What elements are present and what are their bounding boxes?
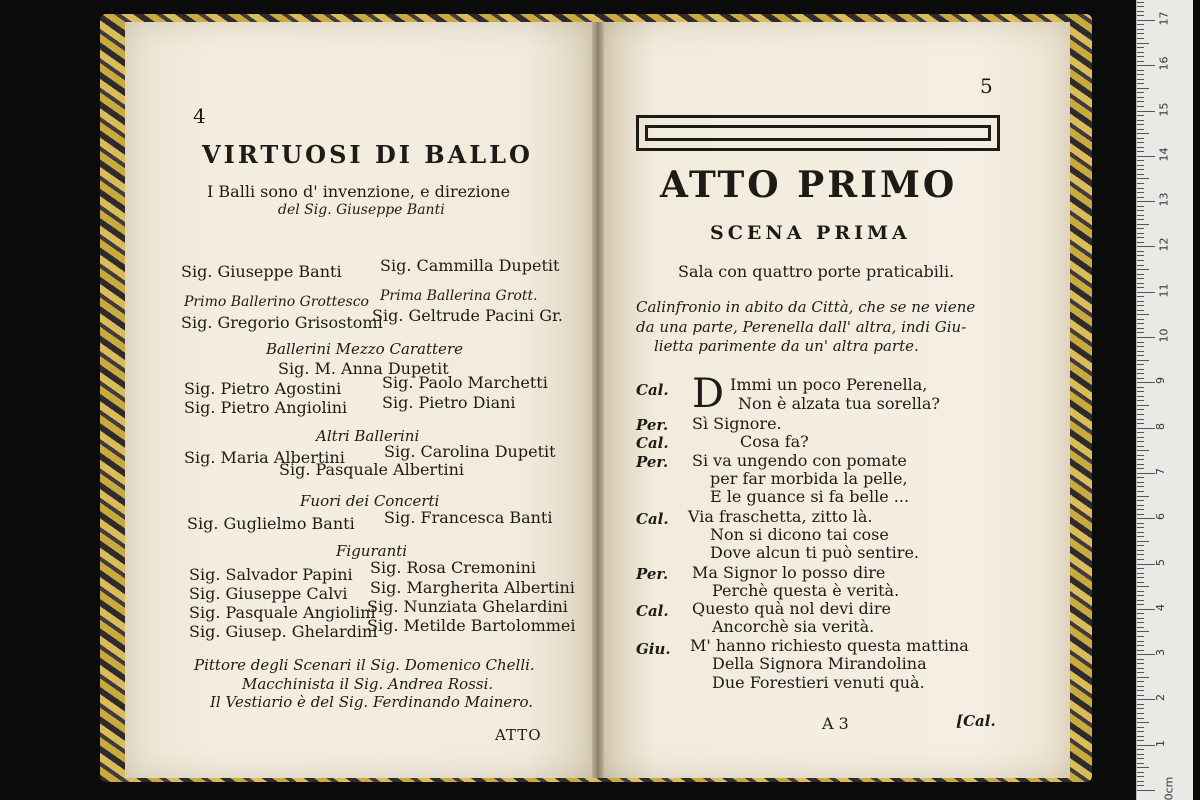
ruler-tick bbox=[1137, 151, 1144, 152]
ruler-tick bbox=[1137, 88, 1149, 89]
ruler-tick bbox=[1137, 305, 1144, 306]
role-row1-right: Prima Ballerina Grott. bbox=[380, 288, 538, 304]
ruler-tick bbox=[1137, 505, 1144, 506]
ruler-tick bbox=[1137, 455, 1144, 456]
ruler-tick bbox=[1137, 210, 1144, 211]
figuranti-row3-right: Sig. Nunziata Ghelardini bbox=[367, 597, 568, 616]
ruler-tick bbox=[1137, 265, 1144, 266]
ruler-label: 6 bbox=[1154, 513, 1167, 521]
ruler-label: 10 bbox=[1157, 328, 1171, 343]
ruler-tick bbox=[1137, 731, 1144, 732]
measuring-ruler bbox=[1136, 0, 1193, 800]
ruler-tick bbox=[1137, 260, 1144, 261]
ruler-tick bbox=[1137, 355, 1144, 356]
ruler-tick bbox=[1137, 690, 1144, 691]
ruler-tick bbox=[1137, 491, 1144, 492]
ruler-tick bbox=[1137, 409, 1144, 410]
ruler-tick bbox=[1137, 450, 1149, 451]
ruler-tick bbox=[1137, 704, 1144, 705]
cast-row2-left: Sig. Gregorio Grisostomi bbox=[181, 313, 383, 332]
ruler-label: 3 bbox=[1154, 649, 1167, 657]
speaker: Cal. bbox=[636, 510, 669, 528]
ruler-tick bbox=[1137, 206, 1144, 207]
ruler-tick bbox=[1137, 509, 1144, 510]
ruler-tick bbox=[1137, 659, 1144, 660]
ruler-tick bbox=[1137, 251, 1144, 252]
dialogue-line: per far morbida la pelle, bbox=[710, 469, 908, 488]
figuranti-row4-left: Sig. Giusep. Ghelardini bbox=[189, 622, 378, 641]
ruler-tick bbox=[1137, 228, 1144, 229]
mezzo-center: Sig. M. Anna Dupetit bbox=[278, 359, 449, 378]
ruler-tick bbox=[1137, 790, 1155, 791]
ruler-tick bbox=[1137, 97, 1144, 98]
dialogue-line: Perchè questa è verità. bbox=[712, 581, 900, 600]
ruler-tick bbox=[1137, 11, 1144, 12]
dialogue-line: Non è alzata tua sorella? bbox=[738, 394, 940, 413]
ruler-label: 0cm bbox=[1162, 776, 1176, 800]
ruler-tick bbox=[1137, 138, 1144, 139]
ruler-tick bbox=[1137, 29, 1144, 30]
speaker: Cal. bbox=[636, 602, 669, 620]
ruler-tick bbox=[1137, 124, 1144, 125]
ruler-tick bbox=[1137, 20, 1155, 21]
ruler-tick bbox=[1137, 79, 1144, 80]
speaker: Per. bbox=[636, 416, 669, 434]
ruler-label: 5 bbox=[1154, 558, 1167, 566]
figuranti-row1-right: Sig. Rosa Cremonini bbox=[370, 558, 537, 577]
ruler-tick bbox=[1137, 396, 1144, 397]
ruler-tick bbox=[1137, 201, 1155, 202]
ruler-tick bbox=[1137, 776, 1144, 777]
ruler-tick bbox=[1137, 342, 1144, 343]
ruler-tick bbox=[1137, 722, 1149, 723]
heading-fuori-dei-concerti: Fuori dei Concerti bbox=[300, 492, 440, 510]
dialogue-line: Si va ungendo con pomate bbox=[692, 451, 907, 470]
cast-row1-right: Sig. Cammilla Dupetit bbox=[380, 256, 560, 275]
ruler-tick bbox=[1137, 541, 1149, 542]
ruler-tick bbox=[1137, 573, 1144, 574]
ruler-tick bbox=[1137, 600, 1144, 601]
ruler-tick bbox=[1137, 178, 1149, 179]
dialogue-line: Due Forestieri venuti quà. bbox=[712, 673, 925, 692]
ruler-tick bbox=[1137, 369, 1144, 370]
ruler-tick bbox=[1137, 33, 1144, 34]
ruler-tick bbox=[1137, 314, 1149, 315]
ruler-tick bbox=[1137, 83, 1144, 84]
ruler-tick bbox=[1137, 391, 1144, 392]
ruler-tick bbox=[1137, 287, 1144, 288]
ruler-tick bbox=[1137, 514, 1144, 515]
ruler-tick bbox=[1137, 586, 1149, 587]
figuranti-row2-left: Sig. Giuseppe Calvi bbox=[189, 584, 348, 603]
speaker: Cal. bbox=[636, 434, 669, 452]
ruler-tick bbox=[1137, 473, 1155, 474]
dialogue-line: Via fraschetta, zitto là. bbox=[688, 507, 873, 526]
ruler-tick bbox=[1137, 622, 1144, 623]
fuori-left: Sig. Guglielmo Banti bbox=[187, 514, 355, 533]
book-gutter bbox=[592, 22, 604, 778]
ruler-tick bbox=[1137, 645, 1144, 646]
ruler-tick bbox=[1137, 486, 1144, 487]
ruler-tick bbox=[1137, 283, 1144, 284]
ruler-tick bbox=[1137, 2, 1144, 3]
right-catchword: [Cal. bbox=[956, 712, 996, 730]
ruler-tick bbox=[1137, 767, 1149, 768]
ruler-tick bbox=[1137, 192, 1144, 193]
ruler-tick bbox=[1137, 618, 1144, 619]
ruler-tick bbox=[1137, 378, 1144, 379]
ruler-tick bbox=[1137, 772, 1144, 773]
ruler-tick bbox=[1137, 147, 1144, 148]
ruler-tick bbox=[1137, 568, 1144, 569]
ruler-tick bbox=[1137, 745, 1155, 746]
speaker: Cal. bbox=[636, 381, 669, 399]
ruler-tick bbox=[1137, 296, 1144, 297]
ruler-tick bbox=[1137, 47, 1144, 48]
right-page-number: 5 bbox=[980, 74, 993, 98]
figuranti-row2-right: Sig. Margherita Albertini bbox=[370, 578, 575, 597]
intro-line-2: del Sig. Giuseppe Banti bbox=[278, 202, 445, 218]
ruler-tick bbox=[1137, 604, 1144, 605]
ruler-tick bbox=[1137, 387, 1144, 388]
heading-mezzo-carattere: Ballerini Mezzo Carattere bbox=[266, 340, 463, 358]
ruler-tick bbox=[1137, 577, 1144, 578]
dialogue-line: Non si dicono tai cose bbox=[710, 525, 889, 544]
ruler-tick bbox=[1137, 188, 1144, 189]
left-page-number: 4 bbox=[193, 104, 206, 128]
fuori-right: Sig. Francesca Banti bbox=[384, 508, 553, 527]
act-title: ATTO PRIMO bbox=[660, 164, 958, 206]
ruler-tick bbox=[1137, 532, 1144, 533]
ruler-tick bbox=[1137, 156, 1155, 157]
ruler-tick bbox=[1137, 740, 1144, 741]
ruler-tick bbox=[1137, 468, 1144, 469]
ruler-tick bbox=[1137, 24, 1144, 25]
speaker: Per. bbox=[636, 453, 669, 471]
credit-costumes: Il Vestiario è del Sig. Ferdinando Mainero. bbox=[210, 693, 533, 711]
ruler-tick bbox=[1137, 61, 1144, 62]
ruler-tick bbox=[1137, 754, 1144, 755]
ruler-tick bbox=[1137, 423, 1144, 424]
credit-machinist: Macchinista il Sig. Andrea Rossi. bbox=[242, 675, 494, 693]
left-catchword: ATTO bbox=[495, 726, 542, 744]
ruler-tick bbox=[1137, 38, 1144, 39]
ruler-tick bbox=[1137, 496, 1149, 497]
ruler-tick bbox=[1137, 65, 1155, 66]
ruler-tick bbox=[1137, 477, 1144, 478]
ruler-tick bbox=[1137, 545, 1144, 546]
ruler-tick bbox=[1137, 536, 1144, 537]
speaker: Giu. bbox=[636, 640, 671, 658]
scene-setting: Sala con quattro porte praticabili. bbox=[678, 262, 955, 281]
ruler-label: 12 bbox=[1157, 237, 1171, 252]
left-page-title: VIRTUOSI DI BALLO bbox=[202, 140, 533, 169]
ruler-label: 13 bbox=[1157, 192, 1171, 207]
ruler-tick bbox=[1137, 695, 1144, 696]
speaker: Per. bbox=[636, 565, 669, 583]
ruler-tick bbox=[1137, 636, 1144, 637]
dialogue-line: M' hanno richiesto questa mattina bbox=[690, 636, 969, 655]
ruler-tick bbox=[1137, 736, 1144, 737]
ruler-tick bbox=[1137, 165, 1144, 166]
dialogue-line: Sì Signore. bbox=[692, 414, 782, 433]
ornamental-border bbox=[636, 115, 1000, 151]
ruler-tick bbox=[1137, 428, 1155, 429]
drop-cap: D bbox=[692, 371, 725, 417]
ruler-tick bbox=[1137, 527, 1144, 528]
ruler-tick bbox=[1137, 708, 1144, 709]
ruler-tick bbox=[1137, 650, 1144, 651]
heading-altri-ballerini: Altri Ballerini bbox=[316, 427, 420, 445]
ruler-tick bbox=[1137, 627, 1144, 628]
dialogue-line: Questo quà nol devi dire bbox=[692, 599, 891, 618]
mezzo-row2-right: Sig. Pietro Diani bbox=[382, 393, 516, 412]
ruler-tick bbox=[1137, 713, 1144, 714]
ruler-tick bbox=[1137, 242, 1144, 243]
ruler-tick bbox=[1137, 441, 1144, 442]
ruler-tick bbox=[1137, 360, 1149, 361]
ruler-tick bbox=[1137, 323, 1144, 324]
ruler-tick bbox=[1137, 373, 1144, 374]
ruler-tick bbox=[1137, 405, 1149, 406]
ruler-tick bbox=[1137, 292, 1155, 293]
ruler-tick bbox=[1137, 631, 1149, 632]
dialogue-line: Della Signora Mirandolina bbox=[712, 654, 927, 673]
ruler-tick bbox=[1137, 111, 1155, 112]
signature-mark: A 3 bbox=[822, 714, 849, 733]
ruler-tick bbox=[1137, 215, 1144, 216]
ruler-tick bbox=[1137, 564, 1155, 565]
ruler-tick bbox=[1137, 781, 1144, 782]
ruler-tick bbox=[1137, 668, 1144, 669]
ruler-tick bbox=[1137, 142, 1144, 143]
ruler-tick bbox=[1137, 224, 1149, 225]
ruler-tick bbox=[1137, 52, 1144, 53]
ruler-tick bbox=[1137, 459, 1144, 460]
ruler-tick bbox=[1137, 437, 1144, 438]
ruler-label: 4 bbox=[1154, 603, 1167, 611]
ruler-tick bbox=[1137, 310, 1144, 311]
ruler-tick bbox=[1137, 197, 1144, 198]
ruler-tick bbox=[1137, 654, 1155, 655]
ruler-tick bbox=[1137, 337, 1155, 338]
ruler-tick bbox=[1137, 550, 1144, 551]
ruler-tick bbox=[1137, 641, 1144, 642]
ruler-tick bbox=[1137, 482, 1144, 483]
ruler-tick bbox=[1137, 219, 1144, 220]
ruler-tick bbox=[1137, 763, 1144, 764]
ruler-tick bbox=[1137, 400, 1144, 401]
ruler-tick bbox=[1137, 15, 1144, 16]
ruler-tick bbox=[1137, 346, 1144, 347]
ruler-tick bbox=[1137, 591, 1144, 592]
stage-direction-1: Calinfronio in abito da Città, che se ne viene bbox=[636, 298, 976, 316]
ruler-tick bbox=[1137, 785, 1144, 786]
figuranti-row4-right: Sig. Metilde Bartolommei bbox=[367, 616, 576, 635]
ruler-tick bbox=[1137, 174, 1144, 175]
ruler-tick bbox=[1137, 328, 1144, 329]
ruler-tick bbox=[1137, 419, 1144, 420]
dialogue-line: Dove alcun ti può sentire. bbox=[710, 543, 919, 562]
ruler-tick bbox=[1137, 718, 1144, 719]
ruler-tick bbox=[1137, 582, 1144, 583]
dialogue-line: E le guance si fa belle ... bbox=[710, 487, 910, 506]
ruler-tick bbox=[1137, 70, 1144, 71]
ruler-tick bbox=[1137, 464, 1144, 465]
dialogue-line: Immi un poco Perenella, bbox=[730, 375, 928, 394]
heading-figuranti: Figuranti bbox=[336, 542, 408, 560]
ruler-label: 14 bbox=[1157, 147, 1171, 162]
ruler-tick bbox=[1137, 559, 1144, 560]
ruler-label: 8 bbox=[1154, 422, 1167, 430]
ruler-tick bbox=[1137, 120, 1144, 121]
mezzo-row1-right: Sig. Paolo Marchetti bbox=[382, 373, 548, 392]
ruler-label: 9 bbox=[1154, 377, 1167, 385]
ruler-tick bbox=[1137, 500, 1144, 501]
ruler-tick bbox=[1137, 74, 1144, 75]
ruler-tick bbox=[1137, 237, 1144, 238]
ruler-tick bbox=[1137, 269, 1149, 270]
ruler-tick bbox=[1137, 432, 1144, 433]
ruler-tick bbox=[1137, 92, 1144, 93]
ruler-label: 16 bbox=[1157, 56, 1171, 71]
ruler-tick bbox=[1137, 233, 1144, 234]
ruler-tick bbox=[1137, 414, 1144, 415]
ruler-tick bbox=[1137, 686, 1144, 687]
ruler-tick bbox=[1137, 106, 1144, 107]
ruler-tick bbox=[1137, 183, 1144, 184]
ruler-tick bbox=[1137, 677, 1149, 678]
ruler-tick bbox=[1137, 613, 1144, 614]
intro-line-1: I Balli sono d' invenzione, e direzione bbox=[207, 182, 511, 201]
ruler-tick bbox=[1137, 672, 1144, 673]
stage-direction-2: da una parte, Perenella dall' altra, indi Giu- bbox=[636, 318, 967, 336]
ruler-label: 1 bbox=[1154, 739, 1167, 747]
credit-painter: Pittore degli Scenari il Sig. Domenico Chelli. bbox=[194, 656, 535, 674]
ruler-tick bbox=[1137, 749, 1144, 750]
ruler-tick bbox=[1137, 160, 1144, 161]
ruler-tick bbox=[1137, 681, 1144, 682]
altri-row1-left: Sig. Maria Albertini bbox=[184, 448, 345, 467]
ruler-tick bbox=[1137, 699, 1155, 700]
ruler-tick bbox=[1137, 595, 1144, 596]
ruler-tick bbox=[1137, 609, 1155, 610]
ruler-tick bbox=[1137, 351, 1144, 352]
ruler-tick bbox=[1137, 518, 1155, 519]
ruler-tick bbox=[1137, 255, 1144, 256]
ruler-tick bbox=[1137, 246, 1155, 247]
figuranti-row3-left: Sig. Pasquale Angiolini bbox=[189, 603, 376, 622]
ruler-tick bbox=[1137, 319, 1144, 320]
ruler-tick bbox=[1137, 446, 1144, 447]
ruler-label: 2 bbox=[1154, 694, 1167, 702]
ruler-tick bbox=[1137, 382, 1155, 383]
ruler-tick bbox=[1137, 727, 1144, 728]
ruler-label: 15 bbox=[1157, 102, 1171, 116]
figuranti-row1-left: Sig. Salvador Papini bbox=[189, 565, 353, 584]
cast-row2-right: Sig. Geltrude Pacini Gr. bbox=[372, 306, 563, 325]
ruler-tick bbox=[1137, 332, 1144, 333]
ruler-tick bbox=[1137, 129, 1144, 130]
dialogue-line: Ancorchè sia verità. bbox=[712, 617, 875, 636]
ruler-label: 17 bbox=[1157, 11, 1171, 26]
ruler-tick bbox=[1137, 554, 1144, 555]
ruler-tick bbox=[1137, 663, 1144, 664]
dialogue-line: Cosa fa? bbox=[740, 432, 809, 451]
ruler-tick bbox=[1137, 43, 1149, 44]
ruler-tick bbox=[1137, 364, 1144, 365]
ruler-tick bbox=[1137, 301, 1144, 302]
ruler-tick bbox=[1137, 274, 1144, 275]
altri-center: Sig. Pasquale Albertini bbox=[279, 460, 465, 479]
ruler-label: 7 bbox=[1154, 467, 1167, 475]
ruler-tick bbox=[1137, 278, 1144, 279]
scene-title: SCENA PRIMA bbox=[710, 222, 911, 244]
ruler-tick bbox=[1137, 56, 1144, 57]
role-row1-left: Primo Ballerino Grottesco bbox=[184, 294, 369, 310]
stage-direction-3: lietta parimente da un' altra parte. bbox=[654, 337, 919, 355]
ruler-tick bbox=[1137, 169, 1144, 170]
ruler-tick bbox=[1137, 133, 1149, 134]
ruler-tick bbox=[1137, 6, 1144, 7]
cast-row1-left: Sig. Giuseppe Banti bbox=[181, 262, 342, 281]
ruler-tick bbox=[1137, 115, 1144, 116]
ruler-tick bbox=[1137, 523, 1144, 524]
ruler-tick bbox=[1137, 101, 1144, 102]
dialogue-line: Ma Signor lo posso dire bbox=[692, 563, 886, 582]
mezzo-row1-left: Sig. Pietro Agostini bbox=[184, 379, 342, 398]
ruler-label: 11 bbox=[1157, 283, 1171, 298]
mezzo-row2-left: Sig. Pietro Angiolini bbox=[184, 398, 348, 417]
ruler-tick bbox=[1137, 758, 1144, 759]
altri-row1-right: Sig. Carolina Dupetit bbox=[384, 442, 556, 461]
